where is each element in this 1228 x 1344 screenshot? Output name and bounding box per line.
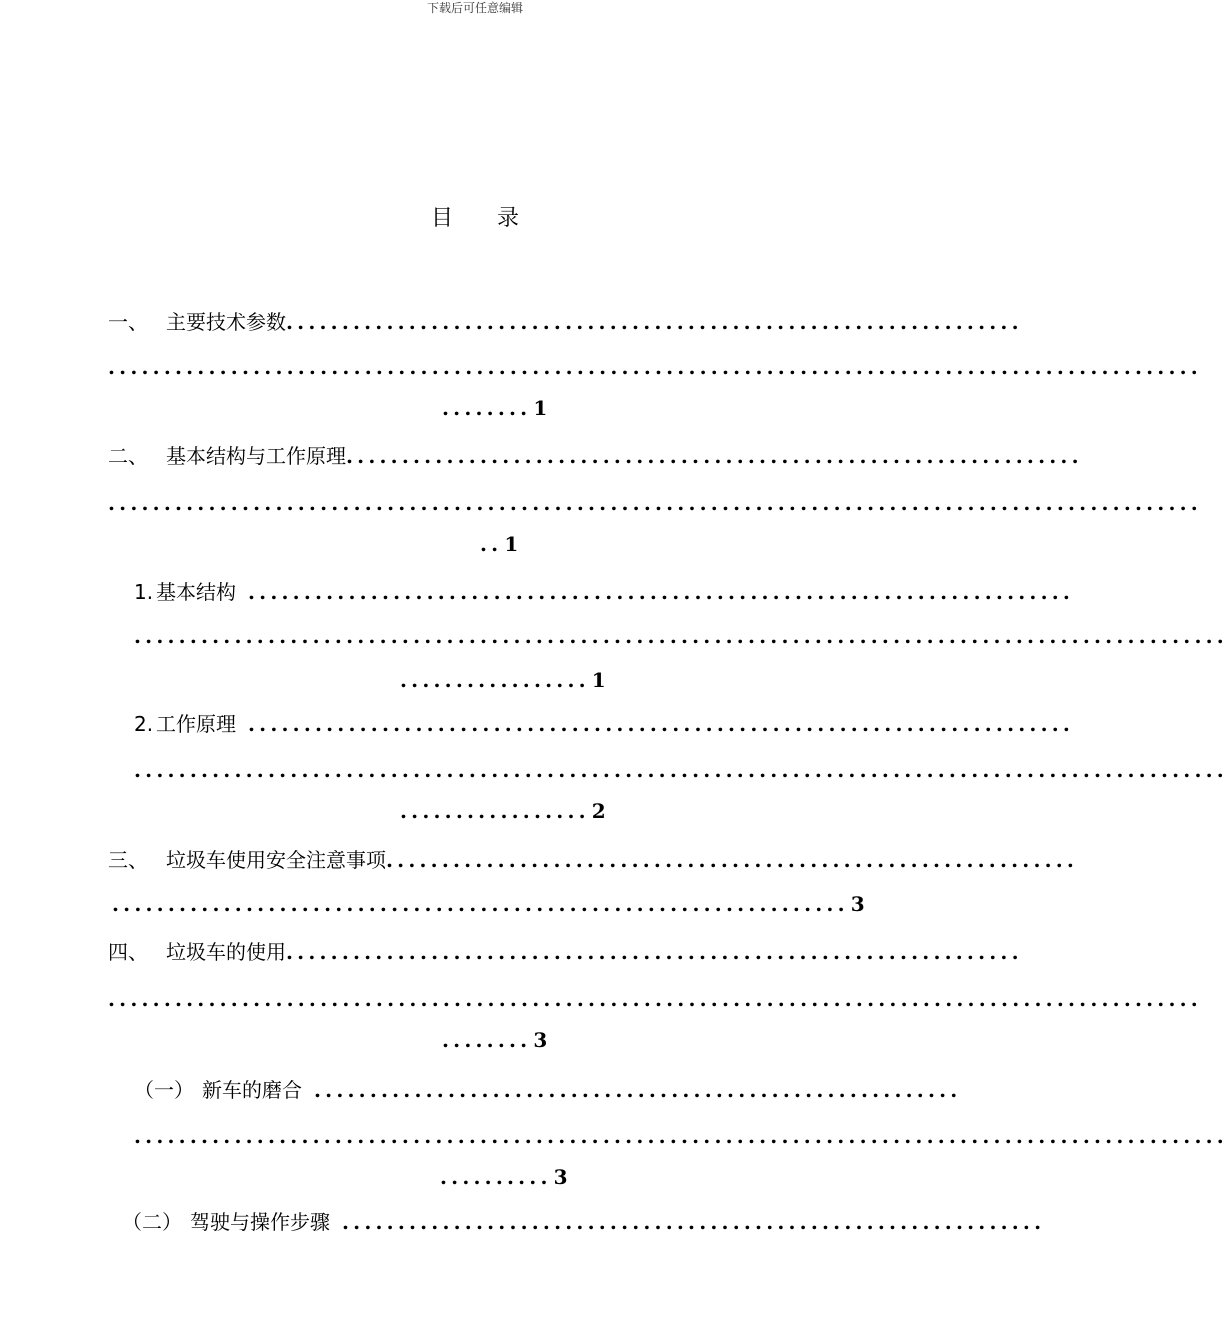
toc-entry-4-page-row: ........ 3 xyxy=(442,1028,548,1052)
leader-dots-row: .................................................................................................. xyxy=(108,355,1202,379)
toc-entry-1-2[interactable] xyxy=(134,710,1075,738)
leader-dots-row: .................................................................................................. xyxy=(134,1124,1228,1148)
leader-dots: .............................................................. xyxy=(386,848,1079,872)
leader-dots: .................................................................. xyxy=(346,444,1083,468)
leader-dots: .................................................................. xyxy=(286,310,1023,334)
toc-entry-number: 三、 xyxy=(108,848,148,872)
toc-entry-4-1[interactable] xyxy=(134,1076,962,1104)
page-number: 1 xyxy=(504,532,519,556)
page-number: 1 xyxy=(591,668,606,692)
toc-entry-label: 基本结构 xyxy=(156,580,236,604)
toc-entry-label: 驾驶与操作步骤 xyxy=(190,1210,330,1234)
leader-dots-row: .................................................................................................. xyxy=(134,624,1228,648)
page-number: 1 xyxy=(533,396,548,420)
toc-entry-2-page-row: .. 1 xyxy=(480,532,519,556)
leader-dots: .......................................................................... xyxy=(248,580,1075,604)
page-number: 2 xyxy=(591,799,606,823)
toc-entry-label: 垃圾车使用安全注意事项 xyxy=(166,848,386,872)
toc-entry-number: （一） xyxy=(134,1078,194,1102)
toc-entry-1-2-page-row: ................. 2 xyxy=(400,799,606,823)
leader-dots-row: .................................................................................................. xyxy=(108,491,1202,515)
toc-entry-number: 二、 xyxy=(108,444,148,468)
toc-entry-4-2[interactable] xyxy=(122,1208,1046,1236)
leader-dots: ............................................................... xyxy=(342,1210,1046,1234)
toc-entry-label: 基本结构与工作原理 xyxy=(166,444,346,468)
toc-entry-number: 1. xyxy=(134,580,154,604)
toc-entry-1[interactable] xyxy=(108,308,1023,336)
toc-entry-number: 一、 xyxy=(108,310,148,334)
page-header: 下载后可任意编辑 xyxy=(426,1,523,15)
toc-entry-number: （二） xyxy=(122,1210,182,1234)
toc-entry-1-1[interactable] xyxy=(134,578,1075,606)
leader-dots: .......................................................... xyxy=(314,1078,962,1102)
toc-entry-3[interactable] xyxy=(108,846,1079,874)
toc-entry-1-page-row: ........ 1 xyxy=(442,396,548,420)
toc-title: 目录 xyxy=(430,206,563,231)
toc-entry-4-1-page-row: .......... 3 xyxy=(440,1165,568,1189)
toc-entry-label: 垃圾车的使用 xyxy=(166,940,286,964)
toc-entry-4[interactable] xyxy=(108,938,1023,966)
page-number: 3 xyxy=(850,892,865,916)
toc-entry-2[interactable] xyxy=(108,442,1083,470)
toc-entry-number: 四、 xyxy=(108,940,148,964)
leader-dots-row: .................................................................................................. xyxy=(108,987,1202,1011)
leader-dots-row: .................................................................................................. xyxy=(134,758,1228,782)
toc-entry-1-1-page-row: ................. 1 xyxy=(400,668,606,692)
toc-entry-label: 主要技术参数 xyxy=(166,310,286,334)
page-number: 3 xyxy=(553,1165,568,1189)
toc-entry-label: 工作原理 xyxy=(156,712,236,736)
page-number: 3 xyxy=(533,1028,548,1052)
toc-entry-3-page-row: .................................................................. 3 xyxy=(112,892,865,916)
toc-entry-number: 2. xyxy=(134,712,154,736)
toc-entry-label: 新车的磨合 xyxy=(202,1078,302,1102)
leader-dots: .................................................................. xyxy=(286,940,1023,964)
leader-dots: .......................................................................... xyxy=(248,712,1075,736)
